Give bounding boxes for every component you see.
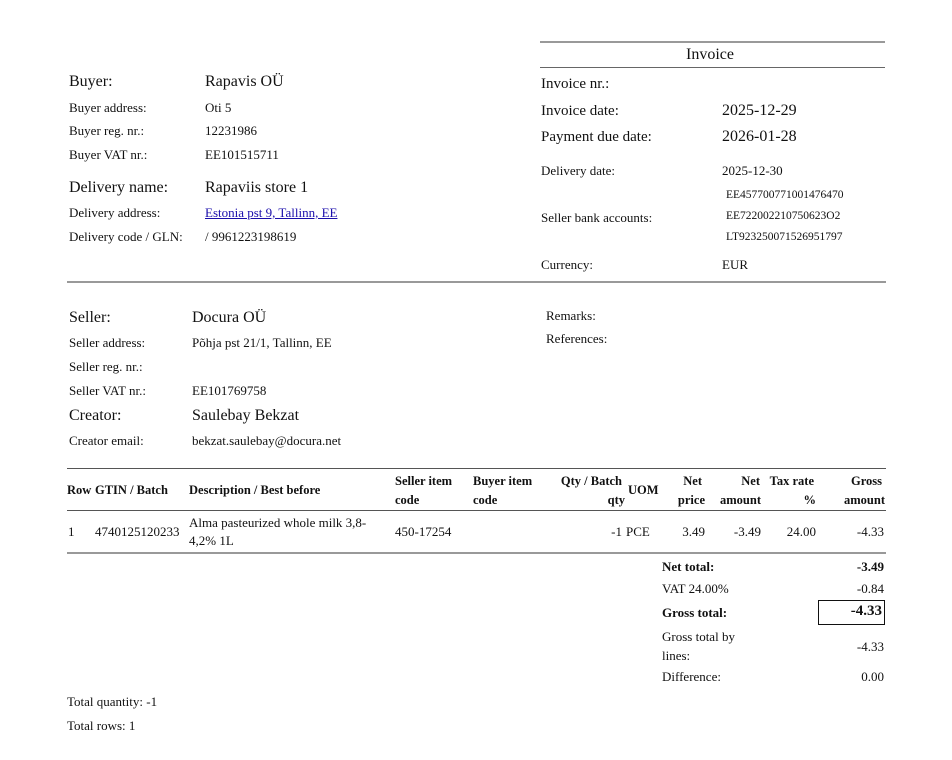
col-header-net-price: Net	[683, 474, 702, 488]
col-header-qty-2: qty	[607, 493, 625, 507]
net-total-label: Net total:	[662, 559, 715, 574]
cell-seller-code: 450-17254	[395, 524, 452, 539]
gross-by-lines-value: -4.33	[856, 639, 884, 654]
creator-name: Saulebay Bekzat	[192, 407, 300, 424]
currency: EUR	[722, 257, 748, 272]
seller-label: Seller:	[69, 309, 111, 326]
delivery-address-link[interactable]: Estonia pst 9, Tallinn, EE	[205, 205, 338, 220]
creator-label: Creator:	[69, 407, 122, 424]
table-top-rule	[67, 468, 886, 469]
seller-vat: EE101769758	[192, 383, 267, 398]
col-header-buyer-code-2: code	[473, 493, 498, 507]
delivery-date-label: Delivery date:	[541, 163, 615, 178]
cell-tax: 24.00	[786, 524, 816, 539]
buyer-reg-label: Buyer reg. nr.:	[69, 123, 145, 138]
buyer-vat: EE101515711	[205, 147, 279, 162]
col-header-tax-2: %	[803, 493, 816, 507]
net-total-value: -3.49	[856, 559, 884, 574]
buyer-vat-label: Buyer VAT nr.:	[69, 147, 148, 162]
table-bottom-rule	[67, 552, 886, 554]
cell-net-amount: -3.49	[733, 524, 761, 539]
delivery-name: Rapaviis store 1	[205, 179, 309, 196]
col-header-qty: Qty / Batch	[560, 474, 622, 488]
col-header-net-price-2: price	[677, 493, 705, 507]
remarks-label: Remarks:	[546, 308, 596, 323]
buyer-reg: 12231986	[205, 123, 257, 138]
payment-due-date: 2026-01-28	[722, 128, 797, 145]
gross-by-lines-label-2: lines:	[662, 648, 691, 663]
seller-address: Põhja pst 21/1, Tallinn, EE	[192, 335, 332, 350]
col-header-net-amount-2: amount	[720, 493, 761, 507]
cell-gross: -4.33	[856, 524, 884, 539]
col-header-net-amount: Net	[741, 474, 760, 488]
col-header-uom: UOM	[628, 483, 659, 497]
payment-due-label: Payment due date:	[541, 129, 652, 145]
cell-row-number: 1	[68, 524, 75, 539]
total-quantity: Total quantity: -1	[67, 694, 158, 709]
gross-by-lines-label: Gross total by	[662, 629, 735, 644]
table-header-rule	[67, 510, 886, 511]
cell-description: Alma pasteurized whole milk 3,8-	[189, 515, 367, 530]
bank-account-1: EE457700771001476470	[726, 189, 844, 201]
col-header-seller-code: Seller item	[395, 474, 453, 488]
col-header-gross-2: amount	[844, 493, 885, 507]
col-header-seller-code-2: code	[395, 493, 420, 507]
total-rows: Total rows: 1	[67, 718, 136, 733]
delivery-date: 2025-12-30	[722, 163, 783, 178]
cell-description-2: 4,2% 1L	[189, 533, 234, 548]
seller-name: Docura OÜ	[192, 309, 267, 326]
gross-total-label: Gross total:	[662, 605, 728, 620]
delivery-address-label: Delivery address:	[69, 205, 161, 220]
cell-uom: PCE	[626, 524, 650, 539]
currency-label: Currency:	[541, 257, 593, 272]
cell-net-price: 3.49	[682, 524, 705, 539]
bank-account-3: LT923250071526951797	[726, 231, 843, 243]
invoice-date-label: Invoice date:	[541, 103, 619, 119]
vat-value: -0.84	[856, 581, 884, 596]
invoice-header-top-rule	[540, 41, 885, 43]
delivery-code: / 9961223198619	[205, 229, 297, 244]
buyer-address-label: Buyer address:	[69, 100, 147, 115]
gross-total-value: -4.33	[850, 603, 882, 619]
col-header-description: Description / Best before	[189, 483, 321, 497]
section-divider	[67, 281, 886, 283]
difference-label: Difference:	[662, 669, 721, 684]
invoice-title: Invoice	[686, 46, 734, 63]
buyer-address: Oti 5	[205, 100, 232, 115]
seller-bank-accounts-label: Seller bank accounts:	[541, 210, 653, 225]
cell-gtin: 4740125120233	[95, 524, 180, 539]
col-header-tax: Tax rate	[769, 474, 814, 488]
buyer-name: Rapavis OÜ	[205, 73, 284, 90]
cell-qty: -1	[611, 524, 622, 539]
difference-value: 0.00	[861, 669, 884, 684]
seller-address-label: Seller address:	[69, 335, 146, 350]
buyer-label: Buyer:	[69, 73, 113, 90]
invoice-nr-label: Invoice nr.:	[541, 76, 610, 92]
invoice-date: 2025-12-29	[722, 102, 797, 119]
seller-vat-label: Seller VAT nr.:	[69, 383, 146, 398]
references-label: References:	[546, 331, 608, 346]
col-header-gross: Gross	[850, 474, 882, 488]
delivery-code-label: Delivery code / GLN:	[69, 229, 183, 244]
creator-email-label: Creator email:	[69, 433, 144, 448]
vat-label: VAT 24.00%	[662, 581, 729, 596]
col-header-buyer-code: Buyer item	[473, 474, 533, 488]
seller-reg-label: Seller reg. nr.:	[69, 359, 143, 374]
creator-email: bekzat.saulebay@docura.net	[192, 433, 342, 448]
delivery-name-label: Delivery name:	[69, 179, 169, 196]
bank-account-2: EE722002210750623O2	[726, 210, 841, 222]
invoice-header-bottom-rule	[540, 67, 885, 68]
col-header-row: Row	[67, 483, 92, 497]
col-header-gtin: GTIN / Batch	[95, 483, 168, 497]
